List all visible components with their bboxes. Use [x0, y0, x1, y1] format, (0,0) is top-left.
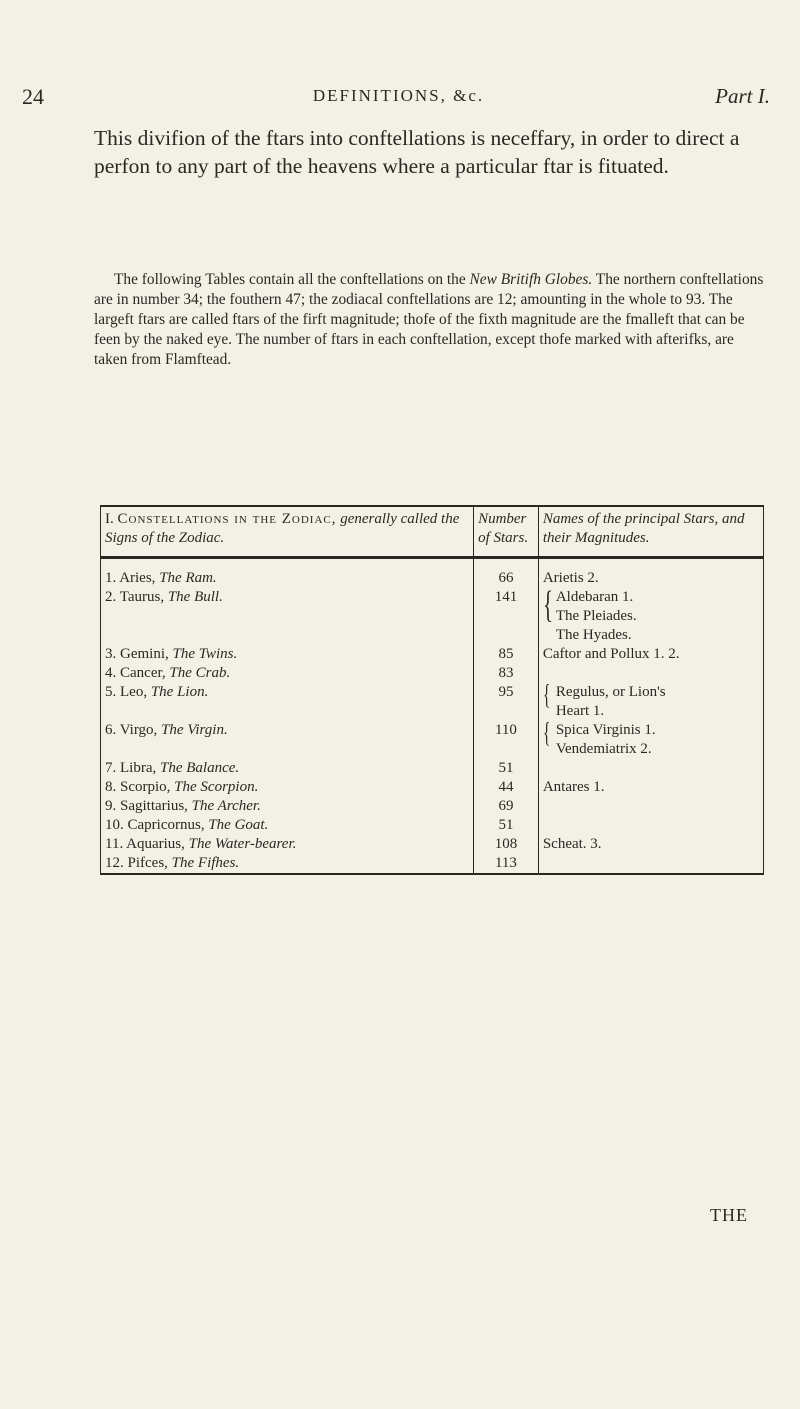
principal-star: The Pleiades.: [555, 608, 637, 624]
row-number: 8.: [105, 779, 120, 795]
table-row: [101, 588, 764, 645]
running-title: DEFINITIONS, &c.: [312, 86, 485, 105]
constellation-name: Taurus,: [119, 589, 168, 605]
row-number: 7.: [105, 760, 120, 776]
constellation-name: Cancer,: [120, 665, 170, 681]
row-number: 3.: [105, 646, 120, 662]
table-row: [101, 797, 764, 816]
principal-stars-cell: [538, 680, 763, 721]
brace-mark: {: [542, 718, 551, 749]
row-number: 9.: [105, 798, 120, 814]
header-italic: generally called the Signs of the Zodiac.: [105, 511, 460, 546]
constellation-cell: [101, 558, 474, 589]
constellation-english-name: The Bull.: [167, 589, 223, 605]
tables-note: [94, 270, 770, 370]
constellation-cell: [101, 816, 474, 835]
constellation-english-name: The Water-bearer.: [188, 836, 297, 852]
star-count: 108: [474, 835, 539, 854]
constellation-cell: [101, 835, 474, 854]
principal-stars-cell: [538, 816, 763, 835]
header-constellations: [101, 506, 474, 558]
note-text-2: The northern conftellations are in number 34; the fouthern 47; the zodiacal conftellations are 12; amounting in the whole to 93. The largeft ftars are called ftars of the firft magnitude; thofe of the fixth magnitude are the fmalleft that can be feen by the naked eye. The number of ftars in each conftellation, except thofe marked with afterifks, are taken from Flamftead.: [94, 271, 764, 368]
principal-star: Arietis 2.: [542, 570, 599, 586]
row-number: 12.: [105, 855, 128, 871]
zodiac-constellations-table: [100, 505, 764, 875]
table-row: [101, 645, 764, 664]
principal-star: Caftor and Pollux 1. 2.: [542, 646, 680, 662]
constellation-name: Virgo,: [119, 722, 162, 738]
constellation-cell: [101, 721, 474, 759]
principal-stars-cell: [538, 835, 763, 854]
running-head: [22, 84, 770, 120]
principal-star: The Hyades.: [555, 627, 632, 643]
star-count: 51: [474, 759, 539, 778]
header-roman-numeral: I.: [105, 511, 114, 527]
table-body: [101, 558, 764, 875]
principal-star: Vendemiatrix 2.: [555, 741, 652, 757]
principal-stars-cell: [538, 778, 763, 797]
constellation-english-name: The Archer.: [191, 798, 261, 814]
table-row: [101, 664, 764, 683]
star-count: 85: [474, 645, 539, 664]
constellation-name: Aries,: [119, 570, 160, 586]
constellation-cell: [101, 854, 474, 874]
part-label: Part I.: [715, 84, 770, 108]
table-row: [101, 683, 764, 721]
table-row: [101, 759, 764, 778]
constellation-english-name: The Scorpion.: [174, 779, 259, 795]
row-number: 4.: [105, 665, 120, 681]
principal-star: Aldebaran 1.: [555, 589, 634, 605]
principal-stars-cell: [538, 797, 763, 816]
header-number-of-stars: Number of Stars.: [474, 506, 539, 558]
table-row: [101, 721, 764, 759]
constellation-cell: [101, 797, 474, 816]
table-row: [101, 778, 764, 797]
star-count: 69: [474, 797, 539, 816]
constellation-cell: [101, 759, 474, 778]
principal-stars-cell: [538, 558, 763, 589]
intro-paragraph: This divifion of the ftars into conftellations is neceffary, in order to direct a perfon to any part of the heavens where a particular ftar is fituated.: [94, 126, 740, 178]
star-count: 51: [474, 816, 539, 835]
principal-stars-cell: [538, 645, 763, 664]
principal-stars-cell: [538, 854, 763, 874]
constellation-name: Aquarius,: [126, 836, 189, 852]
star-count: 66: [474, 558, 539, 589]
brace-mark: {: [542, 680, 551, 711]
principal-stars-cell: [538, 664, 763, 683]
row-number: 10.: [105, 817, 128, 833]
star-count: 83: [474, 664, 539, 683]
constellation-english-name: The Goat.: [208, 817, 269, 833]
table-row: [101, 816, 764, 835]
brace-mark: {: [542, 584, 553, 626]
constellation-cell: [101, 683, 474, 721]
star-count: 110: [474, 721, 539, 759]
star-count: 95: [474, 683, 539, 721]
constellation-cell: [101, 645, 474, 664]
constellation-name: Pifces,: [127, 855, 172, 871]
row-number: 6.: [105, 722, 120, 738]
row-number: 11.: [105, 836, 127, 852]
header-caps: Constellations in the Zodiac,: [117, 511, 337, 527]
constellation-name: Scorpio,: [120, 779, 175, 795]
star-count: 44: [474, 778, 539, 797]
catchword: THE: [710, 1205, 748, 1225]
principal-stars-cell: [538, 584, 763, 645]
star-count: 113: [474, 854, 539, 874]
note-text-1: The following Tables contain all the conftellations on the: [114, 271, 470, 288]
constellation-english-name: The Virgin.: [161, 722, 228, 738]
principal-star: Antares 1.: [542, 779, 605, 795]
principal-stars-cell: [538, 759, 763, 778]
page-number: 24: [22, 84, 44, 109]
constellation-name: Capricornus,: [127, 817, 209, 833]
note-globes-title: New Britifh Globes.: [469, 271, 593, 288]
table-row: [101, 835, 764, 854]
constellation-cell: [101, 778, 474, 797]
constellation-cell: [101, 664, 474, 683]
header-principal-stars: Names of the principal Stars, and their Magnitudes.: [542, 511, 745, 546]
principal-star: Regulus, or Lion's: [555, 684, 666, 700]
constellation-name: Leo,: [120, 684, 151, 700]
table-row: [101, 558, 764, 589]
constellation-english-name: The Fifhes.: [171, 855, 240, 871]
principal-stars-cell: [538, 718, 763, 759]
principal-star: Spica Virginis 1.: [555, 722, 656, 738]
constellation-english-name: The Balance.: [159, 760, 240, 776]
principal-star: Scheat. 3.: [542, 836, 602, 852]
constellation-name: Libra,: [120, 760, 160, 776]
table-row: [101, 854, 764, 874]
constellation-cell: [101, 588, 474, 645]
star-count: 141: [474, 588, 539, 645]
row-number: 1.: [105, 570, 120, 586]
constellation-name: Gemini,: [120, 646, 173, 662]
constellation-english-name: The Lion.: [150, 684, 209, 700]
row-number: 5.: [105, 684, 120, 700]
constellation-english-name: The Twins.: [172, 646, 238, 662]
constellation-name: Sagittarius,: [120, 798, 192, 814]
row-number: 2.: [105, 589, 120, 605]
principal-star: Heart 1.: [555, 703, 605, 719]
constellation-english-name: The Crab.: [169, 665, 231, 681]
constellation-english-name: The Ram.: [159, 570, 217, 586]
table-header-row: [101, 506, 764, 558]
